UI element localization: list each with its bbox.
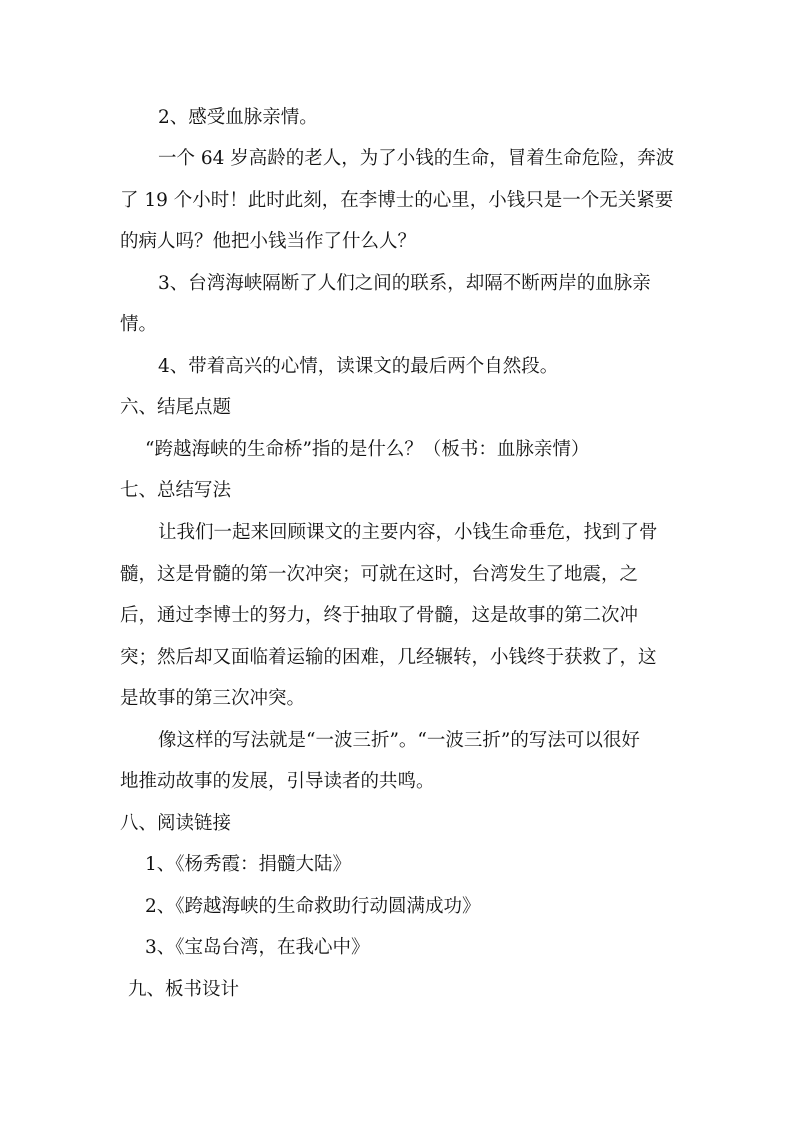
section-heading-7: 七、总结写法 [120, 480, 232, 501]
paragraph-line: 髓，这是骨髓的第一次冲突；可就在这时，台湾发生了地震，之 [120, 564, 639, 585]
reading-link-item: 2、《跨越海峡的生命救助行动圆满成功》 [145, 896, 481, 917]
paragraph-item-3: 3、台湾海峡隔断了人们之间的联系，却隔不断两岸的血脉亲 [158, 273, 651, 294]
paragraph-line: “跨越海峡的生命桥”指的是什么？（板书：血脉亲情） [145, 439, 590, 460]
paragraph-line: 让我们一起来回顾课文的主要内容，小钱生命垂危，找到了骨 [158, 522, 658, 543]
paragraph-line: 突；然后却又面临着运输的困难，几经辗转，小钱终于获救了，这 [120, 647, 657, 668]
paragraph-line: 像这样的写法就是“一波三折”。“一波三折”的写法可以很好 [158, 730, 640, 751]
reading-link-item: 1、《杨秀霞：捐髓大陆》 [145, 854, 352, 875]
paragraph-line: 后，通过李博士的努力，终于抽取了骨髓，这是故事的第二次冲 [120, 605, 639, 626]
paragraph-line: 情。 [120, 314, 158, 335]
paragraph-line: 的病人吗？他把小钱当作了什么人？ [120, 231, 417, 252]
section-heading-8: 八、阅读链接 [120, 813, 232, 834]
reading-link-item: 3、《宝岛台湾，在我心中》 [145, 937, 370, 958]
paragraph-line: 一个 64 岁高龄的老人，为了小钱的生命，冒着生命危险，奔波 [158, 148, 675, 169]
paragraph-line: 地推动故事的发展，引导读者的共鸣。 [120, 771, 435, 792]
paragraph-line: 了 19 个小时！此时此刻，在李博士的心里，小钱只是一个无关紧要 [120, 190, 674, 211]
paragraph-line: 是故事的第三次冲突。 [120, 688, 306, 709]
section-heading-9: 九、板书设计 [128, 979, 240, 1000]
paragraph-item-4: 4、带着高兴的心情，读课文的最后两个自然段。 [158, 356, 559, 377]
paragraph-item-2: 2、感受血脉亲情。 [158, 107, 318, 128]
section-heading-6: 六、结尾点题 [120, 397, 232, 418]
